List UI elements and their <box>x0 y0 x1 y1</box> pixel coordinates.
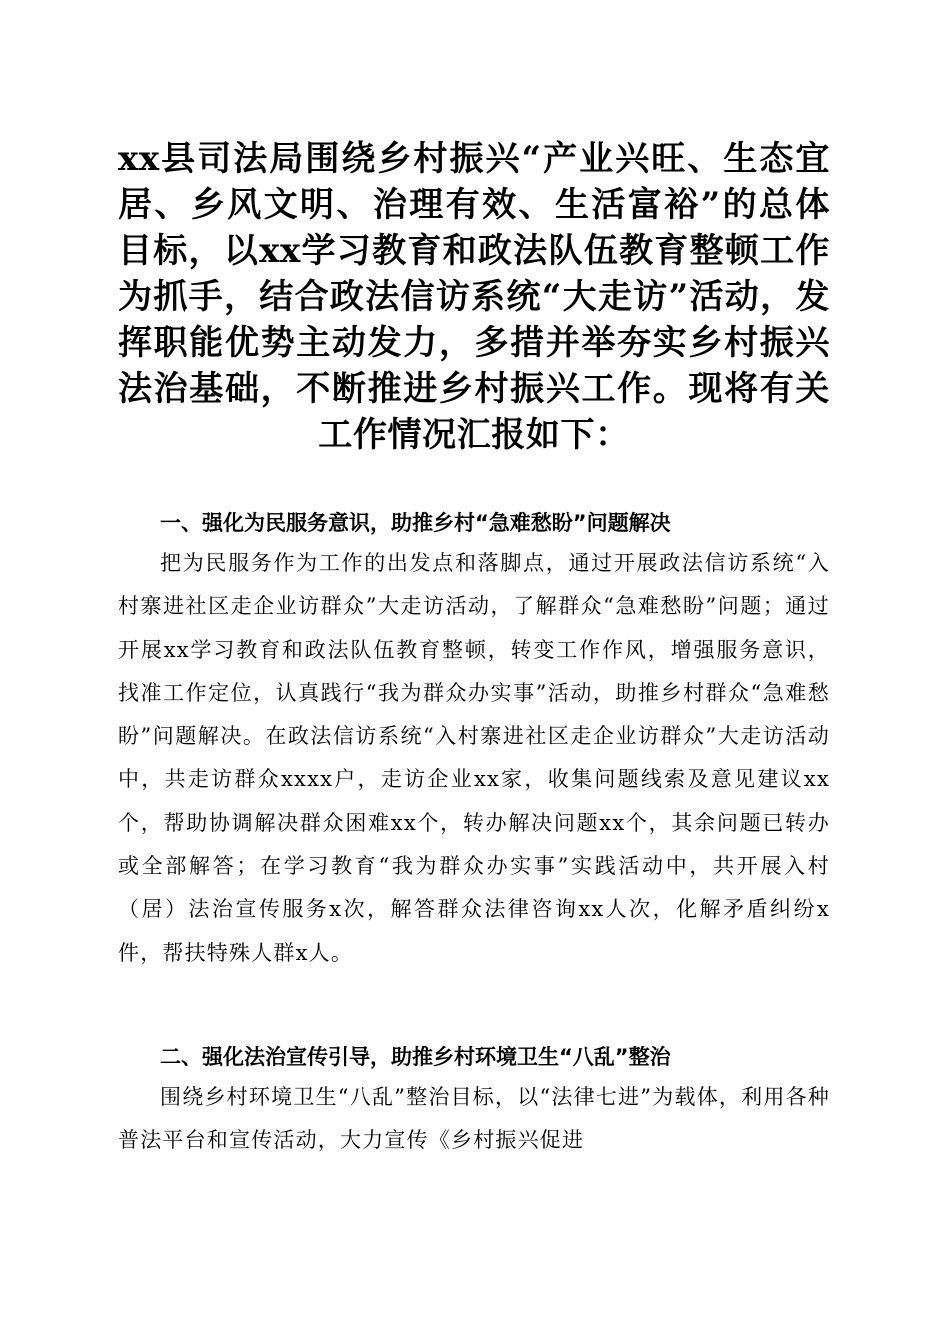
section-paragraph: 围绕乡村环境卫生“八乱”整治目标，以“法律七进”为载体，利用各种普法平台和宣传活动，大力宣传《乡村振兴促进 <box>118 1085 830 1153</box>
document-intro-title: xx县司法局围绕乡村振兴“产业兴旺、生态宜居、乡风文明、治理有效、生活富裕”的总体目标，以xx学习教育和政法队伍教育整顿工作为抓手，结合政法信访系统“大走访”活动，发挥职能优势主动发力，多措并举夯实乡村振兴法治基础，不断推进乡村振兴工作。现将有关工作情况汇报如下： <box>118 139 830 455</box>
section-heading: 一、强化为民服务意识，助推乡村“急难愁盼”问题解决 <box>160 511 671 535</box>
section-paragraph: 把为民服务作为工作的出发点和落脚点，通过开展政法信访系统“入村寨进社区走企业访群众”大走访活动，了解群众“急难愁盼”问题；通过开展xx学习教育和政法队伍教育整顿，转变工作作风，增强服务意识，找准工作定位，认真践行“我为群众办实事”活动，助推乡村群众“急难愁盼”问题解决。在政法信访系统“入村寨进社区走企业访群众”大走访活动中，共走访群众xxxx户，走访企业xx家，收集问题线索及意见建议xx个，帮助协调解决群众困难xx个，转办解决问题xx个，其余问题已转办或全部解答；在学习教育“我为群众办实事”实践活动中，共开展入村（居）法治宣传服务x次，解答群众法律咨询xx人次，化解矛盾纠纷x件，帮扶特殊人群x人。 <box>118 551 830 965</box>
section-heading: 二、强化法治宣传引导，助推乡村环境卫生“八乱”整治 <box>160 1045 671 1069</box>
section-1 <box>118 504 830 975</box>
section-2 <box>118 1038 830 1163</box>
